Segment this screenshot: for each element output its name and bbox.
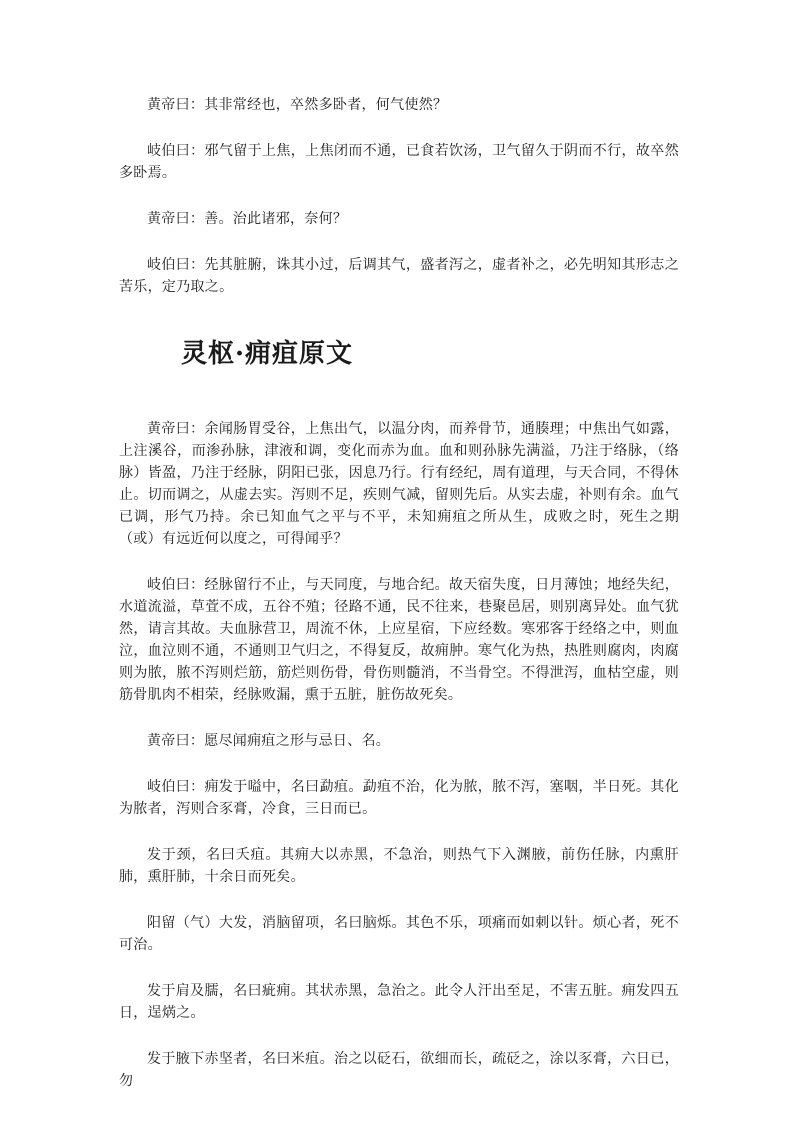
top-section [119, 94, 679, 298]
section-title: 灵枢·痈疽原文 [181, 339, 354, 369]
paragraph: 发于腋下赤坚者，名曰米疽。治之以砭石，欲细而长，疏砭之，涂以豕膏，六日已，勿 [119, 1051, 679, 1089]
paragraph: 黄帝曰：善。治此诸邪，奈何？ [147, 211, 348, 227]
paragraph: 发于肩及臑，名曰疵痈。其状赤黑，急治之。此令人汗出至足，不害五脏。痈发四五日，逞焫之。 [119, 983, 679, 1021]
paragraph: 黄帝曰：其非常经也，卒然多卧者，何气使然？ [147, 97, 448, 113]
paragraph: 岐伯曰：邪气留于上焦，上焦闭而不通，已食若饮汤，卫气留久于阴而不行，故卒然多卧焉。 [119, 143, 679, 181]
paragraph: 岐伯曰：痈发于嗌中，名曰勐疽。勐疽不治，化为脓，脓不泻，塞咽，半日死。其化为脓者，泻则合豕膏，冷食，三日而已。 [119, 779, 679, 817]
paragraph: 黄帝曰：愿尽闻痈疽之形与忌日、名。 [147, 733, 391, 749]
paragraph: 岐伯曰：经脉留行不止，与天同度，与地合纪。故天宿失度，日月薄蚀；地经失纪，水道流溢，草萓不成，五谷不殖；径路不通，民不往来，巷聚邑居，则别离异处。血气犹然，请言其故。夫血脉营卫，周流不休，上应星宿，下应经数。寒邪客于经络之中，则血泣，血泣则不通，不通则卫气归之，不得复反，故痈肿。寒气化为热，热胜则腐肉，肉腐则为脓，脓不泻则烂筋，筋烂则伤骨，骨伤则髓消，不当骨空。不得泄泻，血枯空虚，则筋骨肌肉不相荣，经脉败漏，熏于五脏，脏伤故死矣。 [119, 577, 679, 703]
body-section [119, 418, 679, 1092]
paragraph: 黄帝曰：余闻肠胃受谷，上焦出气，以温分肉，而养骨节，通腠理；中焦出气如露，上注溪谷，而渗孙脉，津液和调，变化而赤为血。血和则孙脉先满溢，乃注于络脉，（络脉）皆盈，乃注于经脉，阴阳已张，因息乃行。行有经纪，周有道理，与天合同，不得休止。切而调之，从虚去实。泻则不足，疾则气减，留则先后。从实去虚，补则有余。血气已调，形气乃持。余已知血气之平与不平，未知痈疽之所从生，成败之时，死生之期（或）有远近何以度之，可得闻乎？ [119, 421, 679, 547]
paragraph: 阳留（气）大发，消脑留项，名曰脑烁。其色不乐，项痛而如刺以针。烦心者，死不可治。 [119, 915, 679, 953]
paragraph: 发于颈，名曰夭疽。其痈大以赤黑，不急治，则热气下入渊腋，前伤任脉，内熏肝肺，熏肝肺，十余日而死矣。 [119, 847, 679, 885]
paragraph: 岐伯曰：先其脏腑，诛其小过，后调其气，盛者泻之，虚者补之，必先明知其形志之苦乐，定乃取之。 [119, 257, 679, 295]
